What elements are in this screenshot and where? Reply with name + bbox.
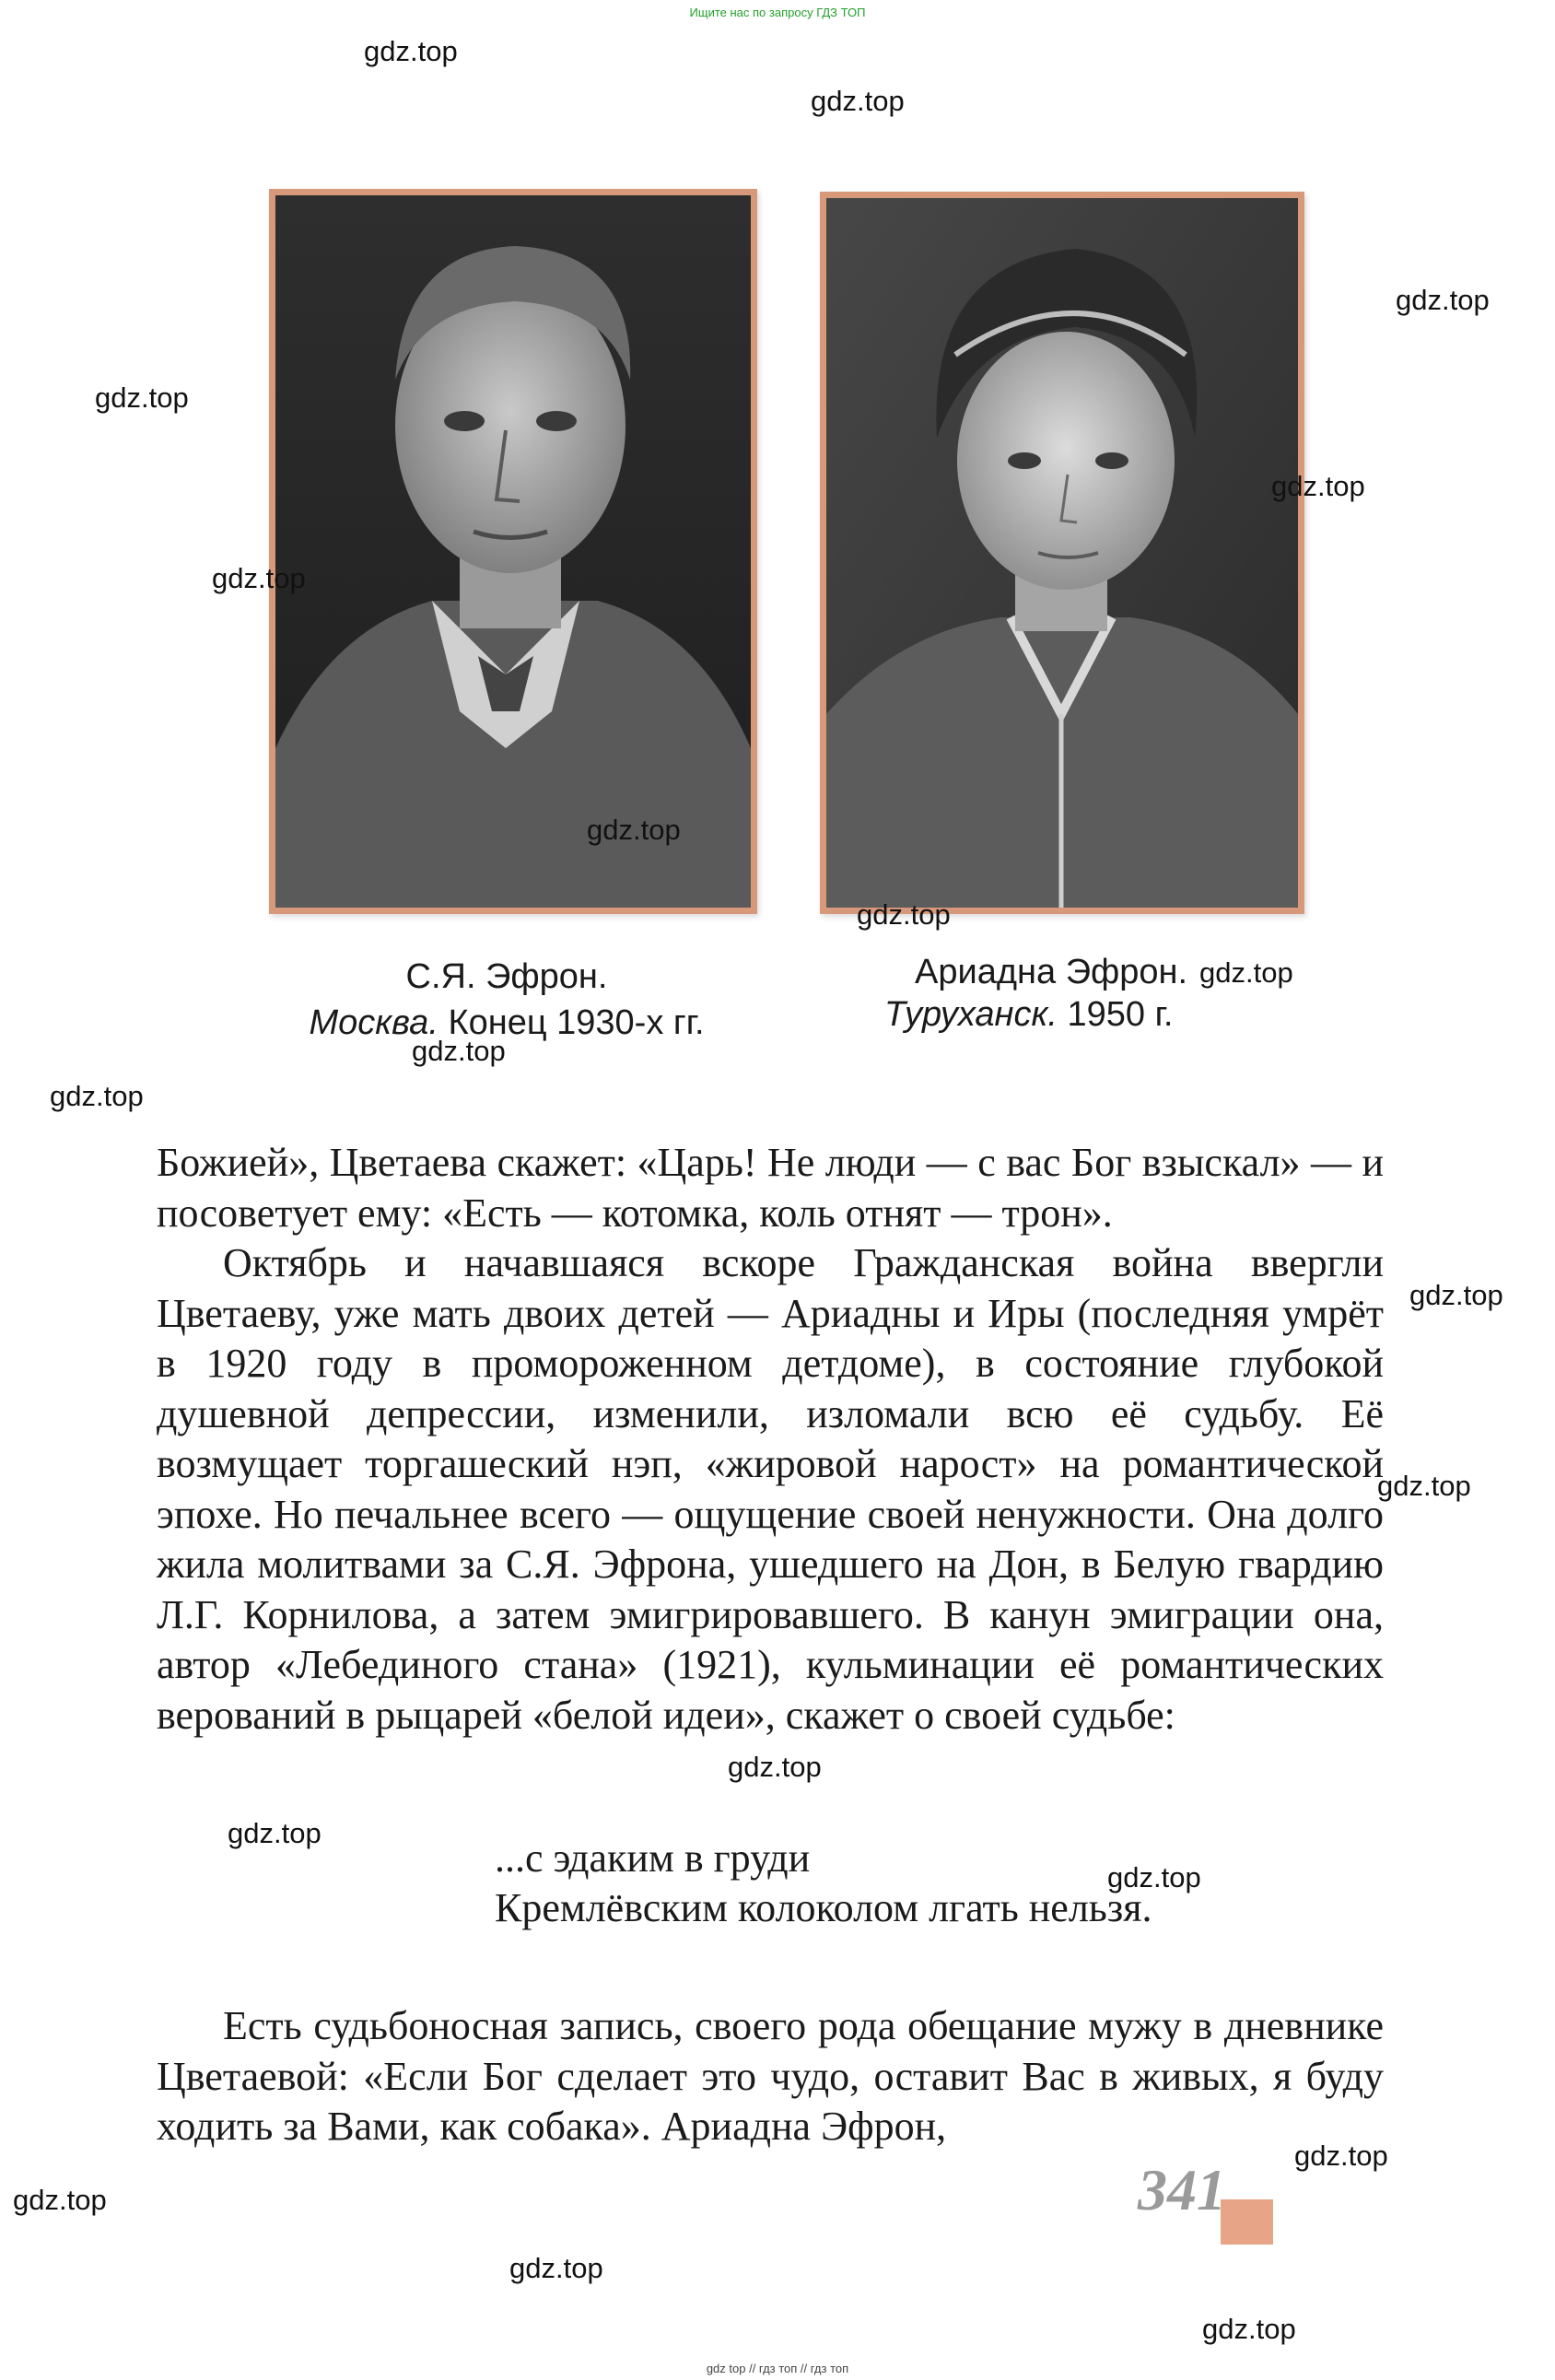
- watermark: gdz.top: [509, 2252, 603, 2284]
- watermark: gdz.top: [228, 1817, 322, 1849]
- caption-name: С.Я. Эфрон.: [405, 957, 608, 996]
- watermark: gdz.top: [212, 562, 306, 594]
- page-number: 341: [1138, 2157, 1226, 2222]
- paragraph: Есть судьбоносная запись, своего рода обещание мужу в дневнике Цветаевой: «Если Бог сделает это чудо, оставит Вас в живых, я буду ходить за Вами, как собака». Ариадна Эфрон,: [157, 2003, 1384, 2149]
- watermark: gdz.top: [1409, 1279, 1503, 1311]
- caption-name: Ариадна Эфрон.: [915, 953, 1188, 991]
- watermark: gdz.top: [13, 2184, 107, 2216]
- watermark: gdz.top: [412, 1035, 506, 1067]
- caption-s-ya-efron: [276, 954, 737, 1046]
- watermark: gdz.top: [1396, 284, 1490, 316]
- caption-date: 1950 г.: [1067, 995, 1174, 1034]
- watermark: gdz.top: [95, 381, 189, 414]
- page-number-marker: [1221, 2199, 1273, 2245]
- search-notice: Ищите нас по запросу ГДЗ ТОП: [689, 6, 866, 19]
- footer-notice: gdz top // гдз топ // гдз топ: [706, 2362, 849, 2375]
- watermark: gdz.top: [1271, 470, 1365, 502]
- caption-place: Москва.: [309, 1003, 438, 1042]
- paragraph: Божией», Цветаева скажет: «Царь! Не люди — с вас Бог взыскал» — и посоветует ему: «Есть — котомка, коль отнят — трон».: [157, 1140, 1384, 1236]
- watermark: gdz.top: [587, 814, 681, 846]
- caption-date: Конец 1930-х гг.: [448, 1003, 705, 1042]
- watermark: gdz.top: [1294, 2140, 1388, 2172]
- caption-ariadna-efron: [884, 949, 1253, 1038]
- verse-line: Кремлёвским колоколом лгать нельзя.: [495, 1885, 1152, 1930]
- watermark: gdz.top: [1202, 2313, 1296, 2345]
- photo-s-ya-efron: [269, 189, 757, 914]
- watermark: gdz.top: [811, 85, 905, 117]
- watermark: gdz.top: [50, 1080, 144, 1112]
- caption-place: Туруханск.: [884, 995, 1058, 1034]
- paragraph: Октябрь и начавшаяся вскоре Гражданская война ввергли Цветаеву, уже мать двоих детей — Ариадны и Иры (последняя умрёт в 1920 году в промороженном детдоме), в состояние глубокой душевной депрессии, изменили, изломали всю её судьбу. Её возмущает торгашеский нэп, «жировой нарост» на романтической эпохе. Но печальнее всего — ощущение своей ненужности. Она долго жила молитвами за С.Я. Эфрона, ушедшего на Дон, в Белую гвардию Л.Г. Корнилова, а затем эмигрировавшего. В канун эмиграции она, автор «Лебединого стана» (1921), кульминации её романтических верований в рыцарей «белой идеи», скажет о своей судьбе:: [157, 1240, 1384, 1738]
- watermark: gdz.top: [1107, 1861, 1201, 1893]
- watermark: gdz.top: [1199, 956, 1293, 989]
- watermark: gdz.top: [728, 1751, 822, 1783]
- watermark: gdz.top: [364, 35, 458, 67]
- portrait-woman-image: [826, 198, 1298, 908]
- verse-quote: [495, 1834, 1152, 1933]
- watermark: gdz.top: [1377, 1470, 1471, 1502]
- verse-line: ...с эдаким в груди: [495, 1835, 811, 1881]
- portrait-man-image: [275, 195, 751, 908]
- main-text: [157, 1138, 1384, 1741]
- photo-ariadna-efron: [820, 192, 1304, 914]
- watermark: gdz.top: [857, 898, 951, 931]
- closing-text: [157, 2001, 1384, 2152]
